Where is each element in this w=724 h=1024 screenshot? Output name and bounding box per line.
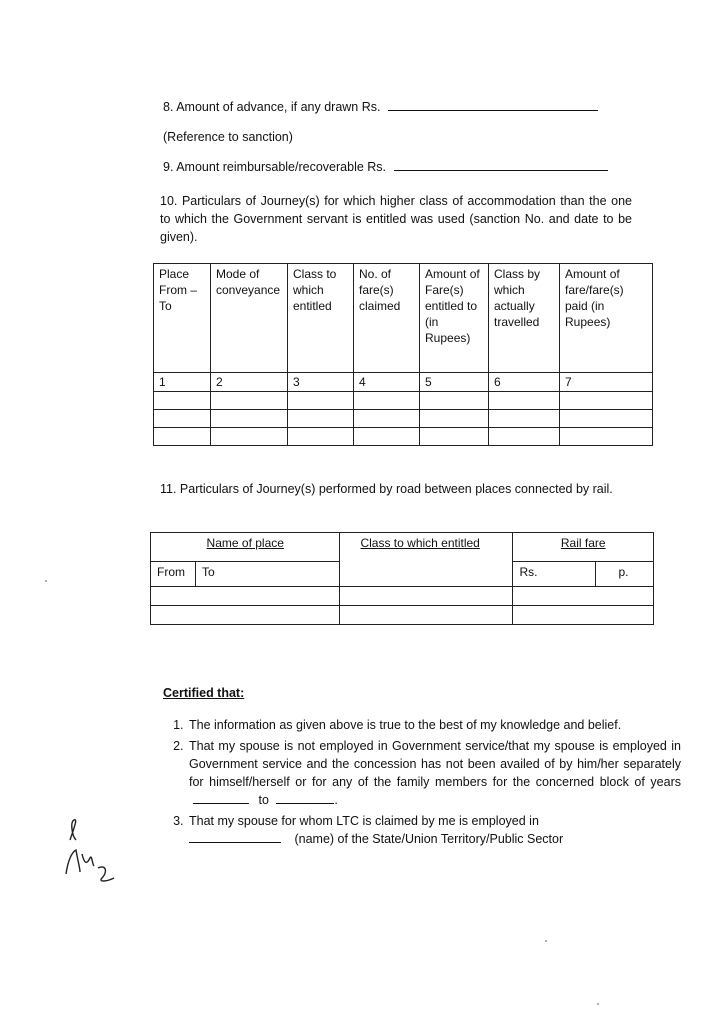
subheader-p: p. <box>596 562 654 587</box>
certification-list <box>160 716 681 851</box>
item-11-text: 11. Particulars of Journey(s) performed by road between places connected by rail. <box>160 482 613 496</box>
table-cell[interactable] <box>211 392 288 410</box>
employer-name-blank[interactable] <box>189 832 281 843</box>
col-number: 1 <box>154 373 211 392</box>
table-cell[interactable] <box>489 392 560 410</box>
list-item: 3. That my spouse for whom LTC is claimed by me is employed in (name) of the State/Union Territory/Public Sector <box>187 812 681 848</box>
table-cell[interactable] <box>288 410 354 428</box>
block-years-to-blank[interactable] <box>276 793 334 804</box>
col-number: 3 <box>288 373 354 392</box>
table-cell[interactable] <box>154 428 211 446</box>
table-cell[interactable] <box>288 428 354 446</box>
table-cell[interactable] <box>354 410 420 428</box>
item-10-text: 10. Particulars of Journey(s) for which higher class of accommodation than the one to which the Government servant is entitled was used (sanction No. and date to be given). <box>160 194 632 244</box>
subheader-from: From <box>151 562 196 587</box>
certified-heading: Certified that: <box>163 686 245 700</box>
subheader-to: To <box>196 562 340 587</box>
table-row <box>154 428 653 446</box>
item-9-line <box>163 158 608 176</box>
subheader-rs: Rs. <box>513 562 596 587</box>
col-number: 6 <box>489 373 560 392</box>
scan-speck <box>545 940 547 942</box>
signature-initials <box>62 810 122 890</box>
table-cell[interactable] <box>340 587 513 606</box>
table-cell[interactable] <box>288 392 354 410</box>
table-cell[interactable] <box>354 428 420 446</box>
table-cell[interactable] <box>489 428 560 446</box>
header-class-entitled: Class to which entitled <box>340 533 513 587</box>
item-8-reference: (Reference to sanction) <box>163 130 293 144</box>
table-cell[interactable] <box>154 392 211 410</box>
table-cell[interactable] <box>340 606 513 625</box>
col-header-amount-entitled: Amount of Fare(s) entitled to (in Rupees) <box>420 264 489 373</box>
list-item: 2. That my spouse is not employed in Government service/that my spouse is employed in Government service and the concession has not been availed of by him/her separately for himself/herself or for any of the family members for the concerned block of years to . <box>187 737 681 809</box>
item-8-label: 8. Amount of advance, if any drawn Rs. <box>163 100 381 114</box>
reimbursable-amount-blank[interactable] <box>394 160 608 171</box>
table-cell[interactable] <box>513 606 654 625</box>
scan-speck <box>45 580 47 582</box>
list-item: 1. The information as given above is true to the best of my knowledge and belief. <box>187 716 681 734</box>
table-row <box>154 410 653 428</box>
road-journey-table <box>150 532 654 625</box>
table-cell[interactable] <box>151 587 340 606</box>
table-cell[interactable] <box>489 410 560 428</box>
col-number: 5 <box>420 373 489 392</box>
col-header-class-entitled: Class to which entitled <box>288 264 354 373</box>
col-number: 7 <box>560 373 653 392</box>
header-name-of-place: Name of place <box>151 533 340 562</box>
col-header-amount-paid: Amount of fare/fare(s) paid (in Rupees) <box>560 264 653 373</box>
col-header-class-travelled: Class by which actually travelled <box>489 264 560 373</box>
table-row <box>154 392 653 410</box>
table-cell[interactable] <box>211 428 288 446</box>
table-cell[interactable] <box>420 410 489 428</box>
table-row <box>151 606 654 625</box>
table-cell[interactable] <box>560 410 653 428</box>
table-row <box>151 587 654 606</box>
block-years-from-blank[interactable] <box>193 793 249 804</box>
table-cell[interactable] <box>211 410 288 428</box>
table-cell[interactable] <box>154 410 211 428</box>
table-cell[interactable] <box>560 392 653 410</box>
col-header-fares-claimed: No. of fare(s) claimed <box>354 264 420 373</box>
col-number: 2 <box>211 373 288 392</box>
table-cell[interactable] <box>354 392 420 410</box>
table-cell[interactable] <box>151 606 340 625</box>
table-cell[interactable] <box>560 428 653 446</box>
item-8-line <box>163 98 598 116</box>
scan-speck <box>597 1003 599 1005</box>
header-rail-fare: Rail fare <box>513 533 654 562</box>
item-9-label: 9. Amount reimbursable/recoverable Rs. <box>163 160 387 174</box>
higher-class-journey-table <box>153 263 653 446</box>
col-header-place: Place From – To <box>154 264 211 373</box>
table-cell[interactable] <box>420 428 489 446</box>
table-cell[interactable] <box>420 392 489 410</box>
table-cell[interactable] <box>513 587 654 606</box>
advance-amount-blank[interactable] <box>388 100 598 111</box>
col-header-mode: Mode of conveyance <box>211 264 288 373</box>
col-number: 4 <box>354 373 420 392</box>
